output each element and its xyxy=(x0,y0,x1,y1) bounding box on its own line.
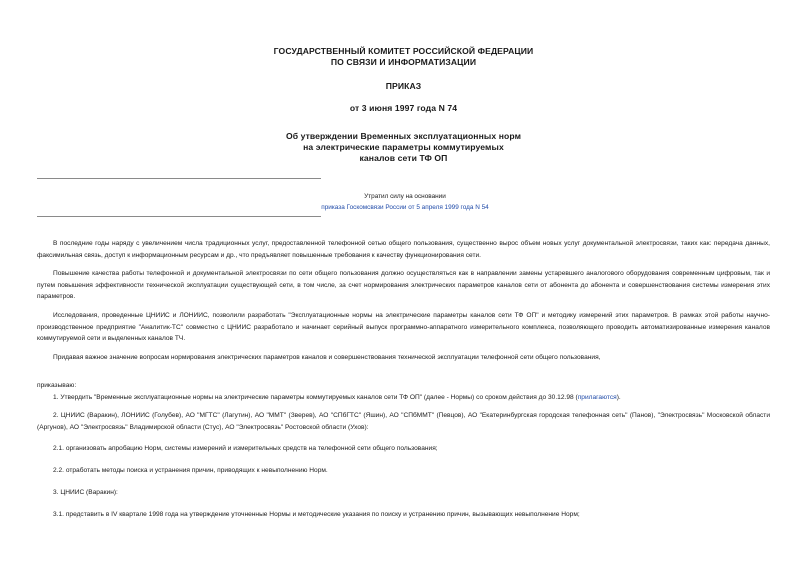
order-subject xyxy=(0,131,807,164)
issuer-line-1: ГОСУДАРСТВЕННЫЙ КОМИТЕТ РОССИЙСКОЙ ФЕДЕРАЦИИ xyxy=(273,46,534,56)
item-2-2: 2.2. отработать методы поиска и устранения причин, приводящих к невыполнению Норм. xyxy=(53,467,328,474)
issuer-line-2: ПО СВЯЗИ И ИНФОРМАТИЗАЦИИ xyxy=(330,57,477,67)
item-3-1: 3.1. представить в IV квартале 1998 года на утверждение уточненные Нормы и методические указания по поиску и устранению причин, вызывающих невыполнение Норм; xyxy=(53,511,580,518)
paragraph-3: Исследования, проведенные ЦНИИС и ЛОНИИС, позволили разработать "Эксплуатационные нормы на электрические параметры каналов сети ТФ ОП" и методику измерений этих параметров. В рамках этой работы научно-производственное предприятие "Аналитик-ТС" совместно с ЦНИИС разработало и начинает серийный выпуск программно-аппаратного измерительного комплекса, позволяющего проводить автоматизированные измерения каналов коммутируемой сети и выделенных каналов ТЧ. xyxy=(37,312,770,343)
subject-line-3: каналов сети ТФ ОП xyxy=(359,153,448,163)
item-3: 3. ЦНИИС (Варакин): xyxy=(53,489,118,496)
item-2: 2. ЦНИИС (Варакин), ЛОНИИС (Голубев), АО "МГТС" (Лагутин), АО "ММТ" (Зверев), АО "СПбГТС" (Яшин), АО "СПбММТ" (Певцов), АО "Екатеринбургская городская телефонная сеть" (Панов), "Электросвязь" Московской области (Аргунов), АО "Электросвязь" Владимирской области (Стус), АО "Электросвязь" Ростовской области (Ухов): xyxy=(37,412,770,431)
divider-top xyxy=(37,178,321,179)
subject-line-1: Об утверждении Временных эксплуатационных норм xyxy=(285,131,522,141)
issuer-heading xyxy=(0,46,807,68)
status-note xyxy=(300,191,510,213)
item-1-text: 1. Утвердить "Временные эксплуатационные нормы на электрические параметры коммутируемых каналов сети ТФ ОП" (далее - Нормы) со сроком действия до 30.12.98 ( xyxy=(53,394,578,401)
order-date: от 3 июня 1997 года N 74 xyxy=(349,103,458,113)
order-label: ПРИКАЗ xyxy=(385,81,422,91)
subject-line-2: на электрические параметры коммутируемых xyxy=(303,142,504,152)
attachment-link[interactable]: прилагаются xyxy=(577,394,617,401)
item-2-1: 2.1. организовать апробацию Норм, системы измерений и измерительных средств на телефонной сети общего пользования; xyxy=(53,445,438,452)
paragraph-2: Повышение качества работы телефонной и документальной электросвязи по сети общего пользования должно осуществляться как в направлении замены устаревшего аналогового оборудования современным цифровым, так и путем повышения эффективности технической эксплуатации существующей сети, в том числе, за счет нормирования электрических параметров каналов сети от абонента до абонента и совершенствования системы измерения этих параметров. xyxy=(37,270,770,301)
order-word: приказываю: xyxy=(37,382,77,389)
paragraph-4: Придавая важное значение вопросам нормирования электрических параметров каналов и совершенствования технической эксплуатации телефонной сети общего пользования, xyxy=(53,354,601,361)
divider-bottom xyxy=(37,216,321,217)
status-text: Утратил силу на основании xyxy=(364,193,446,200)
paragraph-1: В последние годы наряду с увеличением числа традиционных услуг, предоставленной телефонной сетью общего пользования, существенно вырос объем новых услуг документальной электросвязи, таких как: передача данных, факсимильная связь, доступ к информационным ресурсам и др., что предъявляет повышенные требования к качеству функционирования сети. xyxy=(37,240,770,259)
item-1 xyxy=(37,392,770,404)
item-1-end: ). xyxy=(616,394,621,401)
repeal-order-link[interactable]: приказа Госкомсвязи России от 5 апреля 1999 года N 54 xyxy=(321,204,489,211)
